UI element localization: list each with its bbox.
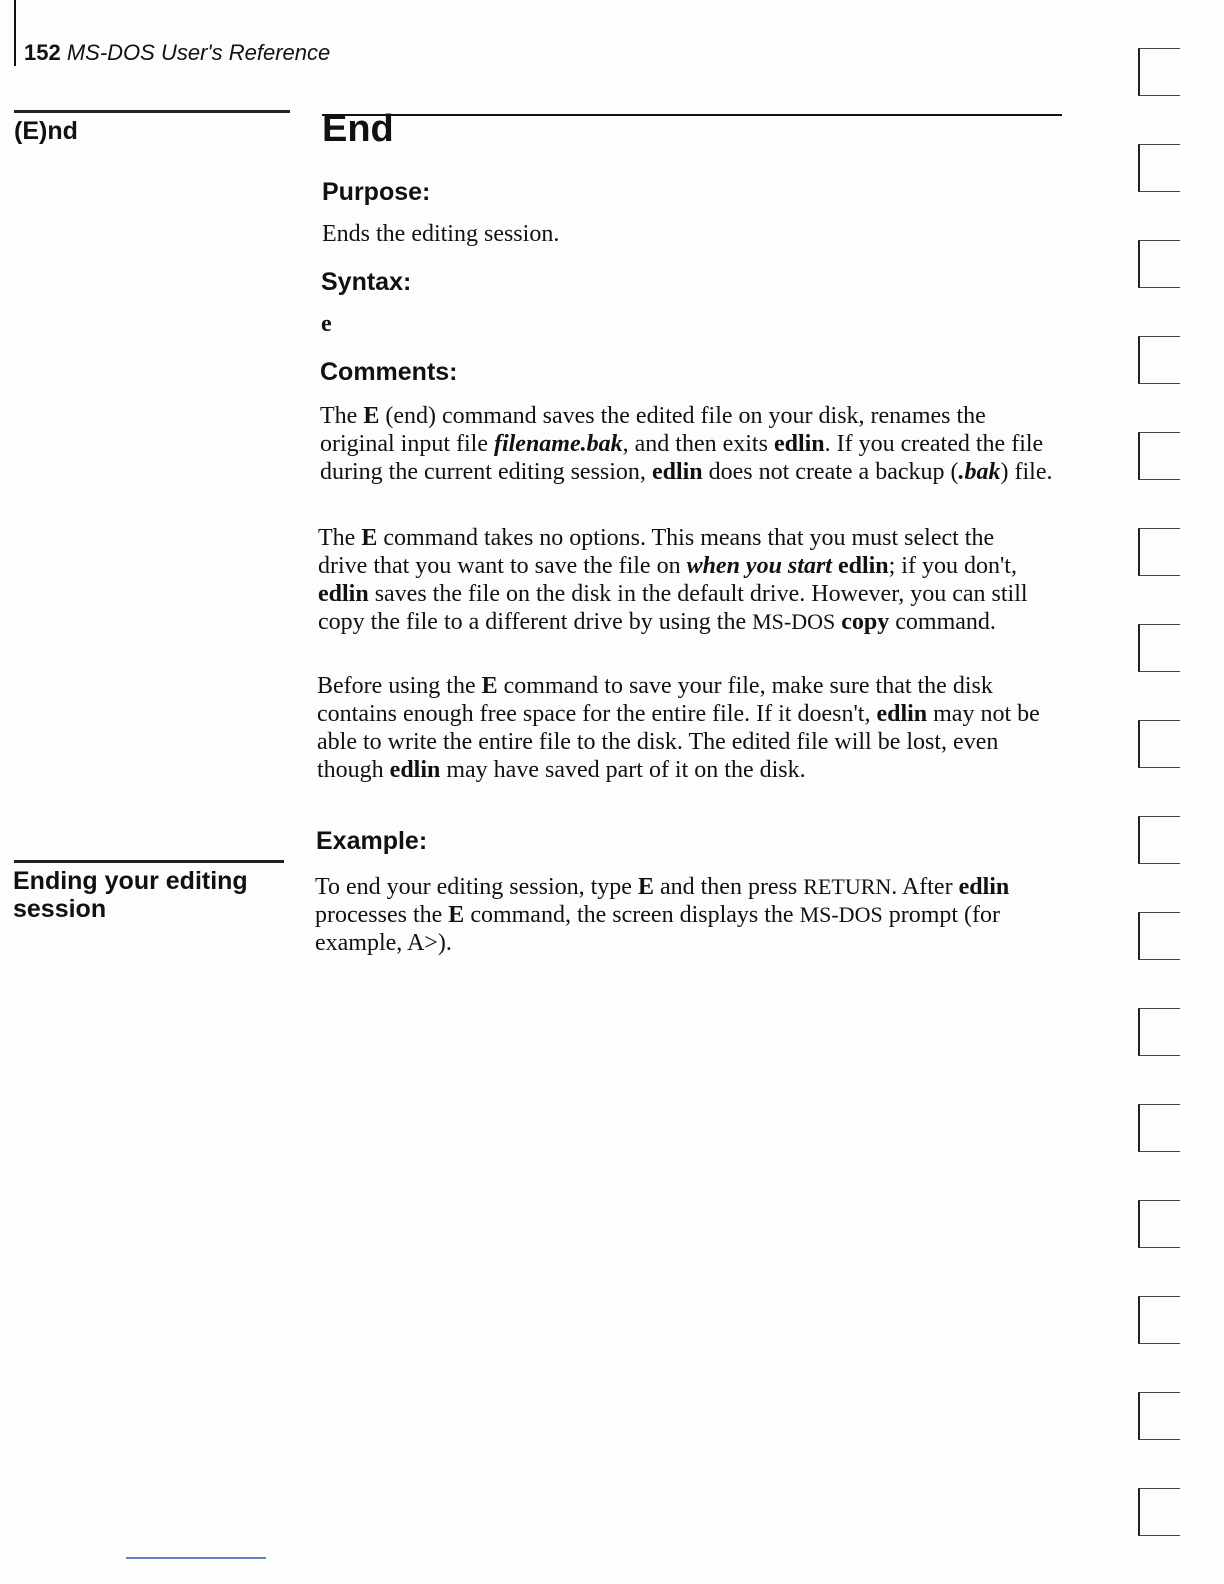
bold-term: edlin — [958, 874, 1010, 900]
text: saves the file on the disk in the default drive. However, you can still copy the file to a different drive by using the — [318, 581, 1028, 635]
comments-heading: Comments: — [320, 358, 458, 386]
bold-term: E — [363, 403, 380, 429]
binder-tab — [1138, 816, 1180, 864]
text: To end your editing session, type — [315, 874, 638, 900]
text: command, the screen displays the — [464, 902, 800, 928]
text: does not create a backup ( — [702, 459, 959, 485]
italic-term: .bak — [958, 459, 1001, 485]
binder-tab — [1138, 1104, 1180, 1152]
binder-tab — [1138, 336, 1180, 384]
text: command. — [889, 609, 996, 635]
text: The — [318, 525, 362, 551]
binder-tab — [1138, 1008, 1180, 1056]
text: may not be able to write the entire file to the disk. The edited file will be lost, even though — [317, 701, 1040, 783]
small-caps-term: MS-DOS — [752, 609, 836, 634]
syntax-heading: Syntax: — [321, 268, 412, 296]
running-head — [24, 40, 330, 66]
side-label-end: (E)nd — [14, 117, 78, 145]
binder-tab — [1138, 1488, 1180, 1536]
italic-term: filename.bak — [493, 431, 623, 457]
comments-paragraph-3 — [317, 672, 1057, 784]
text: ; if you don't, — [888, 553, 1017, 579]
side-rule-top — [14, 110, 290, 113]
side-rule-bottom — [14, 860, 284, 863]
bold-term: E — [448, 902, 465, 928]
binder-tab — [1138, 1296, 1180, 1344]
scan-artifact-line — [126, 1557, 266, 1559]
text: command takes no options. This means that you must select the drive that you want to save the file on — [318, 525, 995, 579]
binder-tab — [1138, 528, 1180, 576]
syntax-text: e — [321, 311, 332, 337]
bold-term: E — [481, 673, 498, 699]
text: and then press — [653, 874, 804, 900]
text: prompt (for example, A>). — [315, 902, 1001, 956]
text: . After — [891, 874, 959, 900]
book-title: MS-DOS User's Reference — [66, 40, 331, 65]
small-caps-term: MS-DOS — [799, 902, 883, 927]
bold-term: edlin — [773, 431, 825, 457]
bold-term: copy — [841, 609, 890, 635]
binder-tab — [1138, 432, 1180, 480]
comments-paragraph-2 — [318, 524, 1048, 636]
text: . If you created the file during the current editing session, — [320, 431, 1044, 485]
side-label-ending: Ending your editing session — [13, 867, 248, 923]
binder-tab — [1138, 624, 1180, 672]
example-heading: Example: — [316, 827, 428, 855]
page-title: End — [322, 108, 394, 150]
purpose-heading: Purpose: — [322, 178, 431, 206]
bold-term: edlin — [837, 553, 889, 579]
small-caps-term: RETURN — [803, 874, 892, 899]
binder-tab — [1138, 1200, 1180, 1248]
bold-term: edlin — [318, 581, 369, 607]
text: , and then exits — [622, 431, 774, 457]
text: (end) command saves the edited file on your disk, renames the original input file — [320, 403, 986, 457]
comments-paragraph-1 — [320, 402, 1060, 486]
text: may have saved part of it on the disk. — [440, 757, 806, 783]
binder-tab — [1138, 1392, 1180, 1440]
italic-term: when you start — [686, 553, 832, 579]
text: processes the — [315, 902, 449, 928]
text: Before using the — [317, 673, 482, 699]
binder-tab — [1138, 912, 1180, 960]
text: command to save your file, make sure that the disk contains enough free space for the entire file. If it doesn't, — [317, 673, 993, 727]
text: The — [320, 403, 364, 429]
bold-term: edlin — [651, 459, 703, 485]
bold-term: edlin — [389, 757, 441, 783]
title-rule — [322, 114, 1062, 116]
bold-term: E — [637, 874, 654, 900]
example-text — [315, 873, 1055, 957]
page-number: 152 — [24, 40, 61, 65]
purpose-text: Ends the editing session. — [322, 221, 560, 247]
header-bar — [14, 0, 16, 66]
bold-term: edlin — [876, 701, 928, 727]
bold-term: E — [361, 525, 378, 551]
binder-tab — [1138, 48, 1180, 96]
binder-tab — [1138, 144, 1180, 192]
binder-tab — [1138, 240, 1180, 288]
binder-tab — [1138, 720, 1180, 768]
text: ) file. — [1000, 459, 1053, 485]
